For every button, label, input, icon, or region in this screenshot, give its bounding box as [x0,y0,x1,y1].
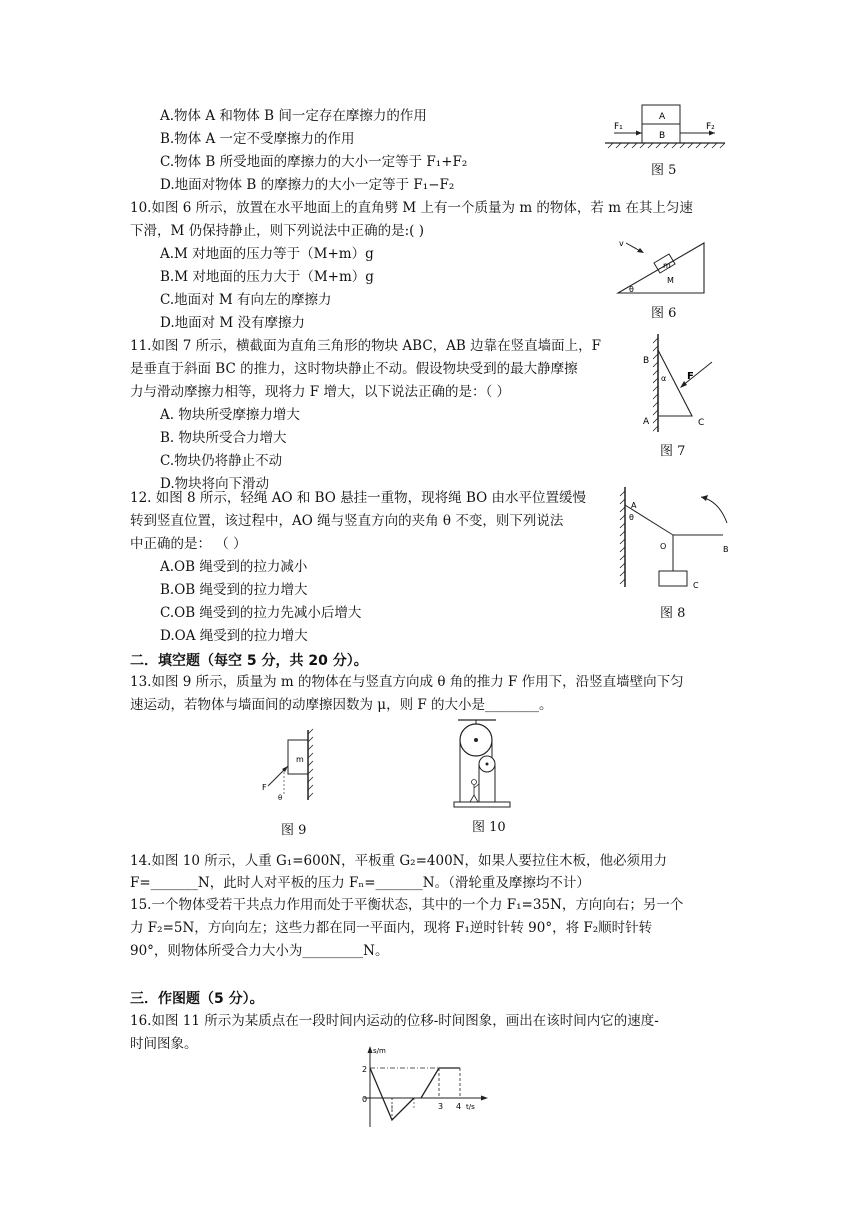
figure-10 [452,718,532,813]
section-3-title: 三．作图题（5 分）。 [130,991,264,1007]
q12-stem-line-1: 12. 如图 8 所示，轻绳 AO 和 BO 悬挂一重物，现将绳 BO 由水平位置缓慢 [130,490,586,506]
q11-option-d: D.物块将向下滑动 [160,476,270,492]
q15-stem-line-2: 力 F₂=5N，方向向左；这些力都在同一平面内，现将 F₁逆时针转 90°，将 F₂顺时针转 [130,920,653,936]
fig7-label-a: A [643,417,650,427]
q11-option-c: C.物块仍将静止不动 [160,453,283,469]
figure-7 [640,330,720,440]
q12-stem-line-2: 转到竖直位置，该过程中，AO 绳与竖直方向的夹角 θ 不变，则下列说法 [130,513,564,529]
fig11-y-axis-label: s/m [373,1047,386,1055]
fig11-x-axis-label: t/s [466,1103,475,1111]
figure-6-caption: 图 6 [651,306,677,321]
fig8-label-o: O [660,542,667,551]
figure-5 [600,103,730,153]
q12-option-b: B.OB 绳受到的拉力增大 [160,582,308,598]
figure-11-st-graph [352,1043,492,1133]
fig11-origin: 0 [362,1095,368,1104]
q9-option-c: C.物体 B 所受地面的摩擦力的大小一定等于 F₁+F₂ [160,154,468,170]
fig7-label-alpha: α [661,374,667,383]
fig7-label-f: F [687,371,694,382]
q15-stem-line-1: 15.一个物体受若干共点力作用而处于平衡状态，其中的一个力 F₁=35N，方向向右；另一个 [130,897,684,913]
q14-stem-line-2: F=_______N，此时人对平板的压力 Fₙ=_______N。（滑轮重及摩擦均不计） [130,875,590,891]
q12-stem-line-3: 中正确的是： （ ） [130,536,247,552]
q14-stem-line-1: 14.如图 10 所示，人重 G₁=600N，平板重 G₂=400N，如果人要拉住木板，他必须用力 [130,853,667,869]
fig6-label-theta: θ [629,285,634,294]
q11-stem-line-3: 力与滑动摩擦力相等，现将力 F 增大，以下说法正确的是：（ ） [130,384,510,400]
fig7-label-c: C [698,418,705,428]
fig8-label-theta: θ [629,513,634,522]
q11-stem-line-2: 是垂直于斜面 BC 的推力，这时物块静止不动。假设物块受到的最大静摩擦 [130,361,578,377]
q9-option-a: A.物体 A 和物体 B 间一定存在摩擦力的作用 [160,108,427,124]
q9-option-b: B.物体 A 一定不受摩擦力的作用 [160,131,355,147]
q9-option-d: D.地面对物体 B 的摩擦力的大小一定等于 F₁−F₂ [160,177,455,193]
q10-option-b: B.M 对地面的压力大于（M+m）g [160,269,374,285]
fig11-tick-2: 2 [362,1065,368,1074]
figure-10-caption: 图 10 [472,820,506,835]
fig5-label-a: A [659,112,666,122]
q12-option-a: A.OB 绳受到的拉力减小 [160,559,308,575]
section-2-title: 二．填空题（每空 5 分，共 20 分）。 [130,653,368,669]
q12-option-c: C.OB 绳受到的拉力先减小后增大 [160,605,362,621]
fig5-label-f1: F₁ [614,122,623,132]
figure-9 [258,728,328,808]
fig11-tick-3: 3 [438,1102,444,1111]
fig6-label-big-m: M [667,276,674,285]
q10-stem-line-2: 下滑，M 仍保持静止，则下列说法中正确的是:( ) [130,223,424,239]
fig8-label-c: C [693,581,699,590]
q13-stem-line-1: 13.如图 9 所示，质量为 m 的物体在与竖直方向成 θ 角的推力 F 作用下，沿竖直墙壁向下匀 [130,674,684,690]
fig5-label-b: B [659,131,666,141]
figure-6 [612,237,712,297]
q12-option-d: D.OA 绳受到的拉力增大 [160,628,308,644]
fig5-label-f2: F₂ [706,122,715,132]
q16-stem-line-1: 16.如图 11 所示为某质点在一段时间内运动的位移-时间图象，画出在该时间内它的速度- [130,1013,659,1029]
q10-option-a: A.M 对地面的压力等于（M+m）g [160,246,374,262]
figure-8-caption: 图 8 [660,606,686,621]
q11-option-b: B. 物块所受合力增大 [160,430,287,446]
figure-9-caption: 图 9 [281,823,307,838]
fig7-label-b: B [643,356,650,366]
q10-option-c: C.地面对 M 有向左的摩擦力 [160,292,332,308]
fig11-tick-4: 4 [456,1102,462,1111]
fig6-label-m: m [663,261,671,270]
q13-stem-line-2: 速运动，若物体与墙面间的动摩擦因数为 μ，则 F 的大小是________。 [130,697,553,713]
q16-stem-line-2: 时间图象。 [130,1036,198,1052]
q10-option-d: D.地面对 M 没有摩擦力 [160,315,306,331]
figure-8 [615,487,735,597]
figure-7-caption: 图 7 [660,444,686,459]
q15-stem-line-3: 90°，则物体所受合力大小为_________N。 [130,943,389,959]
fig8-label-b: B [723,545,729,554]
figure-5-caption: 图 5 [651,163,677,178]
fig9-label-f: F [262,783,267,792]
q11-option-a: A. 物块所受摩擦力增大 [160,407,300,423]
fig9-label-m: m [296,755,304,764]
q10-stem-line-1: 10.如图 6 所示，放置在水平地面上的直角劈 M 上有一个质量为 m 的物体，若 m 在其上匀速 [130,200,693,216]
fig6-label-v: v [619,239,624,248]
q11-stem-line-1: 11.如图 7 所示，横截面为直角三角形的物块 ABC，AB 边靠在竖直墙面上，F [130,338,602,354]
fig8-label-a: A [631,501,637,510]
fig9-label-theta: θ [278,794,283,802]
